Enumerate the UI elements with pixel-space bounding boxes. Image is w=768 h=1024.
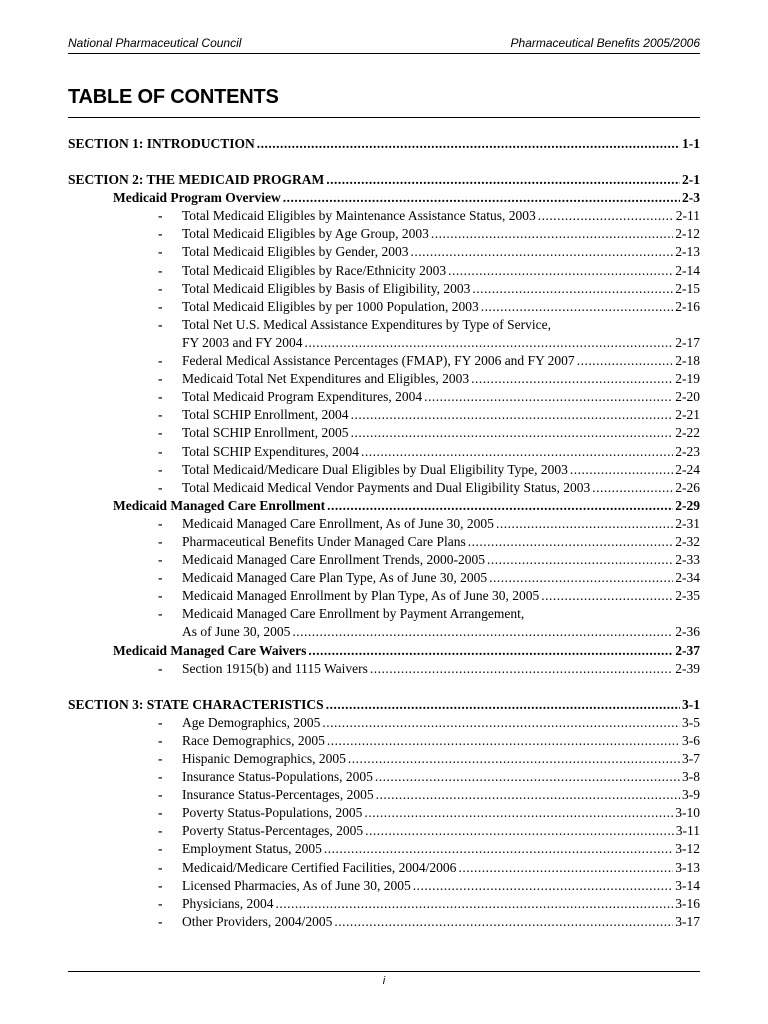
toc-item-label: Total Medicaid Program Expenditures, 2004 <box>182 389 423 405</box>
toc-section-label: SECTION 2: THE MEDICAID PROGRAM <box>68 172 325 188</box>
toc-item-label: Medicaid/Medicare Certified Facilities, 2004/2006 <box>182 859 457 875</box>
toc-item-text <box>158 515 494 533</box>
toc-item <box>68 551 700 569</box>
toc-section-text <box>68 171 324 189</box>
toc-item-text <box>158 750 346 768</box>
bullet-dash: - <box>158 588 163 604</box>
toc-subsection-label: Medicaid Managed Care Enrollment <box>113 497 326 513</box>
toc-item-label: Medicaid Total Net Expenditures and Eligibles, 2003 <box>182 371 470 387</box>
toc-item-text <box>158 569 487 587</box>
toc-item <box>68 732 700 750</box>
toc-item <box>68 768 700 786</box>
toc-item-label: Age Demographics, 2005 <box>182 714 321 730</box>
toc-section <box>68 171 700 189</box>
page-ref: 2-11 <box>675 208 700 224</box>
toc-item-label: Medicaid Managed Care Enrollment, As of June 30, 2005 <box>182 515 494 531</box>
toc-section-text <box>68 135 255 153</box>
toc-item-text <box>158 316 551 334</box>
toc-item <box>68 370 700 388</box>
toc-item-label: Physicians, 2004 <box>182 895 274 911</box>
toc-item <box>68 207 700 225</box>
toc-item-text <box>158 732 325 750</box>
page-ref: 2-37 <box>675 642 700 658</box>
dot-leader <box>308 642 673 660</box>
toc-item <box>68 840 700 858</box>
toc-item-text <box>158 587 539 605</box>
toc-item <box>68 262 700 280</box>
toc-item-label: Section 1915(b) and 1115 Waivers <box>182 660 368 676</box>
page-ref: 2-14 <box>675 262 700 278</box>
toc-item-label: Total Medicaid Medical Vendor Payments and Dual Eligibility Status, 2003 <box>182 479 591 495</box>
toc-item-label: Medicaid Managed Care Plan Type, As of June 30, 2005 <box>182 570 488 586</box>
toc-item-text <box>158 533 466 551</box>
toc-subsection-text <box>113 497 325 515</box>
toc-item-label: Federal Medical Assistance Percentages (FMAP), FY 2006 and FY 2007 <box>182 353 575 369</box>
dot-leader <box>468 533 673 551</box>
toc-item-text <box>158 913 332 931</box>
header-rule <box>68 53 700 54</box>
toc-item <box>68 569 700 587</box>
dot-leader <box>496 515 673 533</box>
toc-item-label: Pharmaceutical Benefits Under Managed Care Plans <box>182 533 466 549</box>
bullet-dash: - <box>158 407 163 423</box>
bullet-dash: - <box>158 859 163 875</box>
toc-item-label: Total Medicaid Eligibles by Basis of Eligibility, 2003 <box>182 280 471 296</box>
toc-section-text <box>68 696 324 714</box>
dot-leader <box>472 280 673 298</box>
bullet-dash: - <box>158 877 163 893</box>
section-spacer <box>68 678 700 696</box>
toc-subsection-label: Medicaid Program Overview <box>113 190 281 206</box>
page-ref: 3-6 <box>682 732 700 748</box>
dot-leader <box>326 696 680 714</box>
toc-item-label: Poverty Status-Populations, 2005 <box>182 805 363 821</box>
toc-item-text <box>158 280 470 298</box>
toc-item <box>68 859 700 877</box>
page-ref: 2-33 <box>675 552 700 568</box>
dot-leader <box>327 732 680 750</box>
bullet-dash: - <box>158 262 163 278</box>
dot-leader <box>322 714 680 732</box>
toc-item <box>68 479 700 497</box>
toc-item <box>68 714 700 732</box>
toc-item <box>68 877 700 895</box>
toc-item <box>68 243 700 261</box>
toc-item-text <box>158 225 429 243</box>
toc-item <box>68 225 700 243</box>
bullet-dash: - <box>158 443 163 459</box>
toc-item <box>68 804 700 822</box>
dot-leader <box>370 660 673 678</box>
toc-item-text <box>158 895 274 913</box>
toc-item-text <box>158 243 408 261</box>
bullet-dash: - <box>158 316 163 332</box>
page-ref: 2-23 <box>675 443 700 459</box>
toc-item-label: Total Medicaid Eligibles by per 1000 Population, 2003 <box>182 298 479 314</box>
page-ref: 2-39 <box>675 660 700 676</box>
toc-item-text <box>158 768 373 786</box>
dot-leader <box>577 352 674 370</box>
toc-item-label: Race Demographics, 2005 <box>182 732 325 748</box>
bullet-dash: - <box>158 280 163 296</box>
toc-item-label: Licensed Pharmacies, As of June 30, 2005 <box>182 877 411 893</box>
page-ref: 3-16 <box>675 895 700 911</box>
page-ref: 2-18 <box>675 353 700 369</box>
page-ref: 2-3 <box>682 190 700 206</box>
toc-item-label: Total Medicaid Eligibles by Gender, 2003 <box>182 244 409 260</box>
bullet-dash: - <box>158 208 163 224</box>
toc-item-label: Insurance Status-Populations, 2005 <box>182 769 373 785</box>
footer-rule <box>68 971 700 972</box>
page-ref: 2-16 <box>675 298 700 314</box>
dot-leader <box>592 479 673 497</box>
page-title: TABLE OF CONTENTS <box>68 86 279 108</box>
bullet-dash: - <box>158 805 163 821</box>
toc-section <box>68 135 700 153</box>
toc-item-label: Insurance Status-Percentages, 2005 <box>182 787 374 803</box>
dot-leader <box>305 334 674 352</box>
toc-item <box>68 660 700 678</box>
page-ref: 2-29 <box>675 497 700 513</box>
dot-leader <box>410 243 673 261</box>
toc-item <box>68 388 700 406</box>
dot-leader <box>348 750 680 768</box>
running-header <box>68 36 700 50</box>
bullet-dash: - <box>158 533 163 549</box>
toc-section-label: SECTION 1: INTRODUCTION <box>68 136 255 151</box>
dot-leader <box>276 895 674 913</box>
toc-item <box>68 587 700 605</box>
bullet-dash: - <box>158 913 163 929</box>
page-ref: 2-21 <box>675 407 700 423</box>
bullet-dash: - <box>158 226 163 242</box>
dot-leader <box>541 587 673 605</box>
toc-item-label: Medicaid Managed Care Enrollment Trends, 2000-2005 <box>182 552 485 568</box>
toc-item <box>68 443 700 461</box>
toc-item-label: Total SCHIP Enrollment, 2004 <box>182 407 349 423</box>
dot-leader <box>448 262 673 280</box>
page-ref: 3-5 <box>682 714 700 730</box>
toc-item-continued <box>68 334 700 352</box>
dot-leader <box>283 189 680 207</box>
bullet-dash: - <box>158 751 163 766</box>
page-ref: 2-31 <box>675 515 700 531</box>
toc-item <box>68 605 700 623</box>
dot-leader <box>424 388 673 406</box>
bullet-dash: - <box>158 389 163 405</box>
page-ref: 2-20 <box>675 389 700 405</box>
bullet-dash: - <box>158 353 163 369</box>
page-ref: 2-24 <box>675 461 700 477</box>
page-ref: 2-34 <box>675 570 700 586</box>
toc-item <box>68 406 700 424</box>
dot-leader <box>458 859 673 877</box>
toc-item <box>68 298 700 316</box>
toc-item-text <box>158 822 363 840</box>
toc-item-continued-label: As of June 30, 2005 <box>182 624 291 640</box>
dot-leader <box>327 497 673 515</box>
toc-item-text <box>158 298 479 316</box>
toc-item <box>68 424 700 442</box>
bullet-dash: - <box>158 298 163 314</box>
header-organization: National Pharmaceutical Council <box>68 36 242 50</box>
dot-leader <box>361 443 673 461</box>
dot-leader <box>334 913 673 931</box>
toc-item-label: Other Providers, 2004/2005 <box>182 913 333 929</box>
toc-item-text <box>158 551 485 569</box>
page-ref: 3-7 <box>682 751 700 766</box>
dot-leader <box>570 461 673 479</box>
page-ref: 3-1 <box>682 696 700 712</box>
toc-item <box>68 316 700 334</box>
toc-item-text <box>158 859 456 877</box>
bullet-dash: - <box>158 787 163 803</box>
toc-item-label: Total SCHIP Expenditures, 2004 <box>182 443 360 459</box>
toc-item-text <box>158 660 368 678</box>
bullet-dash: - <box>158 552 163 568</box>
toc-item-text <box>158 207 536 225</box>
toc-subsection-label: Medicaid Managed Care Waivers <box>113 642 307 658</box>
page-ref: 3-13 <box>675 859 700 875</box>
toc-subsection <box>68 189 700 207</box>
dot-leader <box>489 569 673 587</box>
page-ref: 2-35 <box>675 588 700 604</box>
toc-item-label: Hispanic Demographics, 2005 <box>182 751 346 766</box>
bullet-dash: - <box>158 479 163 495</box>
toc-item-text <box>158 786 374 804</box>
dot-leader <box>351 406 674 424</box>
toc-item-text <box>158 406 349 424</box>
dot-leader <box>471 370 673 388</box>
toc-item <box>68 280 700 298</box>
toc-item-text <box>158 443 359 461</box>
dot-leader <box>376 786 680 804</box>
page-ref: 2-15 <box>675 280 700 296</box>
toc-item-text <box>158 605 524 623</box>
toc-subsection <box>68 642 700 660</box>
dot-leader <box>364 804 673 822</box>
page-ref: 2-22 <box>675 425 700 441</box>
bullet-dash: - <box>158 461 163 477</box>
page-ref: 2-17 <box>675 334 700 350</box>
toc-item-continued-label: FY 2003 and FY 2004 <box>182 334 303 350</box>
toc-item-label: Poverty Status-Percentages, 2005 <box>182 823 364 839</box>
bullet-dash: - <box>158 244 163 260</box>
bullet-dash: - <box>158 660 163 676</box>
dot-leader <box>292 623 673 641</box>
dot-leader <box>538 207 674 225</box>
toc-item-text <box>158 877 411 895</box>
toc-item-label: Total Net U.S. Medical Assistance Expenditures by Type of Service, <box>182 316 552 332</box>
bullet-dash: - <box>158 841 163 857</box>
page-ref: 3-17 <box>675 913 700 929</box>
dot-leader <box>326 171 680 189</box>
bullet-dash: - <box>158 714 163 730</box>
bullet-dash: - <box>158 371 163 387</box>
toc-item-text <box>158 840 322 858</box>
toc-item-text <box>158 714 320 732</box>
dot-leader <box>487 551 673 569</box>
page-ref: 2-32 <box>675 533 700 549</box>
toc-item-label: Total SCHIP Enrollment, 2005 <box>182 425 349 441</box>
toc-section <box>68 696 700 714</box>
toc-subsection <box>68 497 700 515</box>
toc-item <box>68 533 700 551</box>
page-ref: 2-19 <box>675 371 700 387</box>
bullet-dash: - <box>158 769 163 785</box>
table-of-contents <box>68 135 700 931</box>
toc-item-continued-text <box>182 623 290 641</box>
dot-leader <box>431 225 673 243</box>
toc-subsection-text <box>113 189 281 207</box>
toc-item <box>68 786 700 804</box>
toc-item-text <box>158 388 422 406</box>
dot-leader <box>257 135 680 153</box>
toc-item-label: Medicaid Managed Enrollment by Plan Type, As of June 30, 2005 <box>182 588 540 604</box>
toc-item <box>68 461 700 479</box>
dot-leader <box>365 822 674 840</box>
toc-item <box>68 913 700 931</box>
section-spacer <box>68 153 700 171</box>
bullet-dash: - <box>158 732 163 748</box>
page-ref: 1-1 <box>682 136 700 151</box>
toc-section-label: SECTION 3: STATE CHARACTERISTICS <box>68 696 324 712</box>
toc-subsection-text <box>113 642 306 660</box>
toc-item-label: Total Medicaid/Medicare Dual Eligibles by Dual Eligibility Type, 2003 <box>182 461 568 477</box>
toc-item-label: Employment Status, 2005 <box>182 841 322 857</box>
toc-item-continued <box>68 623 700 641</box>
page-ref: 3-11 <box>675 823 700 839</box>
toc-item-label: Total Medicaid Eligibles by Maintenance Assistance Status, 2003 <box>182 208 536 224</box>
bullet-dash: - <box>158 425 163 441</box>
toc-item-text <box>158 262 446 280</box>
toc-item-label: Medicaid Managed Care Enrollment by Payment Arrangement, <box>182 606 525 622</box>
toc-item-label: Total Medicaid Eligibles by Age Group, 2003 <box>182 226 429 242</box>
header-publication: Pharmaceutical Benefits 2005/2006 <box>510 36 700 50</box>
dot-leader <box>351 424 674 442</box>
page-ref: 2-1 <box>682 172 700 188</box>
toc-item-text <box>158 370 469 388</box>
page-ref: 3-8 <box>682 769 700 785</box>
page-ref: 3-14 <box>675 877 700 893</box>
bullet-dash: - <box>158 515 163 531</box>
bullet-dash: - <box>158 570 163 586</box>
page-ref: 2-26 <box>675 479 700 495</box>
toc-item-text <box>158 352 575 370</box>
toc-item-text <box>158 424 349 442</box>
toc-item-text <box>158 461 568 479</box>
page-ref: 3-10 <box>675 805 700 821</box>
toc-item-continued-text <box>182 334 303 352</box>
dot-leader <box>324 840 673 858</box>
page-ref: 2-13 <box>675 244 700 260</box>
toc-item <box>68 750 700 768</box>
page-ref: 3-9 <box>682 787 700 803</box>
page-ref: 2-36 <box>675 624 700 640</box>
toc-item-text <box>158 804 362 822</box>
dot-leader <box>413 877 674 895</box>
page-number: i <box>382 975 386 987</box>
dot-leader <box>481 298 673 316</box>
toc-item-text <box>158 479 590 497</box>
toc-item-label: Total Medicaid Eligibles by Race/Ethnicity 2003 <box>182 262 447 278</box>
bullet-dash: - <box>158 895 163 911</box>
bullet-dash: - <box>158 606 163 622</box>
toc-item <box>68 515 700 533</box>
toc-item <box>68 822 700 840</box>
title-rule <box>68 117 700 118</box>
toc-item <box>68 895 700 913</box>
page-ref: 3-12 <box>675 841 700 857</box>
page-ref: 2-12 <box>675 226 700 242</box>
dot-leader <box>375 768 680 786</box>
toc-item <box>68 352 700 370</box>
bullet-dash: - <box>158 823 163 839</box>
